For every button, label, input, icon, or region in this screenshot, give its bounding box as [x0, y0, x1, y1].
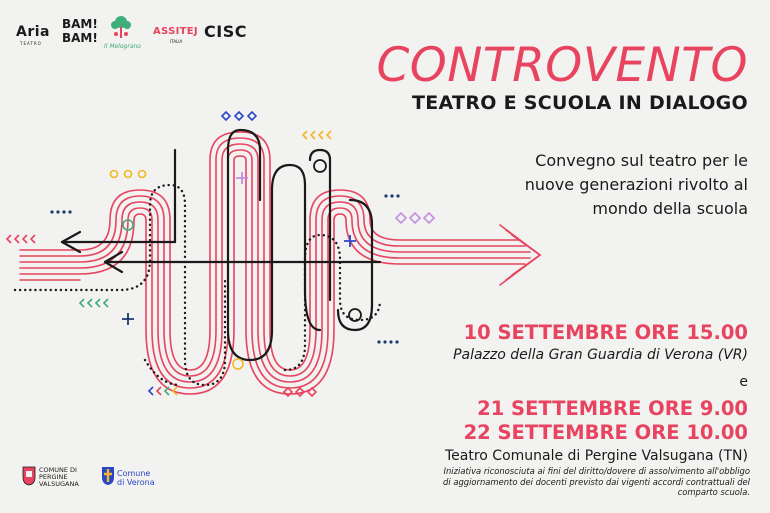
description-line-1: Convegno sul teatro per le: [535, 151, 748, 170]
bam-logo-line1: BAM!: [62, 17, 98, 31]
verona-crest-icon: [101, 466, 115, 486]
cisc-logo: CISC: [204, 22, 247, 41]
event-date-1: 10 SETTEMBRE ORE 15.00: [463, 321, 748, 344]
green-chevrons: [80, 299, 108, 307]
yellow-chevrons-top: [303, 131, 331, 139]
event-venue-1: Palazzo della Gran Guardia di Verona (VR): [453, 347, 748, 363]
dark-circle-top: [314, 160, 326, 172]
pergine-line-3: VALSUGANA: [39, 480, 79, 488]
description-line-2: nuove generazioni rivolto al: [524, 175, 748, 194]
verona-line-2: di Verona: [117, 478, 155, 487]
yellow-circles-left: [111, 171, 146, 178]
description-line-3: mondo della scuola: [592, 199, 748, 218]
red-chevrons-left: [7, 235, 35, 243]
lilac-diamonds-right: [396, 213, 434, 223]
note-line-3: comparto scuola.: [677, 487, 750, 497]
note-line-2: di aggiornamento dei docenti previsto dai vigenti accordi contrattuali del: [443, 476, 750, 487]
pergine-line-2: PERGINE: [39, 473, 68, 481]
assitej-logo-sub: ITALIA: [170, 39, 183, 44]
blue-diamonds-top: [222, 112, 256, 120]
pergine-line-1: COMUNE DI: [39, 466, 77, 474]
verona-line-1: Comune: [117, 469, 151, 478]
bam-logo-line2: BAM!: [62, 31, 98, 45]
event-date-3: 22 SETTEMBRE ORE 10.00: [463, 421, 748, 444]
dark-circle-bottom: [349, 309, 361, 321]
yellow-circle: [233, 359, 243, 369]
accreditation-note: [388, 466, 750, 498]
aria-logo-sub: TEATRO: [20, 41, 42, 46]
event-date-2: 21 SETTEMBRE ORE 9.00: [477, 397, 748, 420]
pergine-crest-icon: [22, 466, 36, 486]
event-title: CONTROVENTO: [376, 38, 748, 93]
melograno-logo-text: Il Melograno: [104, 43, 141, 50]
multicolor-chevrons-bottom: [149, 387, 177, 395]
assitej-logo-text: ASSITEJ: [153, 26, 198, 37]
note-line-1: Iniziativa riconosciuta ai fini del diritto/dovere di assolvimento all'obbligo: [443, 466, 750, 476]
conjunction-text: e: [739, 374, 748, 390]
red-diamonds-bottom: [284, 388, 316, 396]
event-subtitle: TEATRO E SCUOLA IN DIALOGO: [411, 92, 748, 114]
event-venue-2: Teatro Comunale di Pergine Valsugana (TN): [444, 448, 748, 464]
aria-logo-text: Aria: [16, 24, 50, 40]
